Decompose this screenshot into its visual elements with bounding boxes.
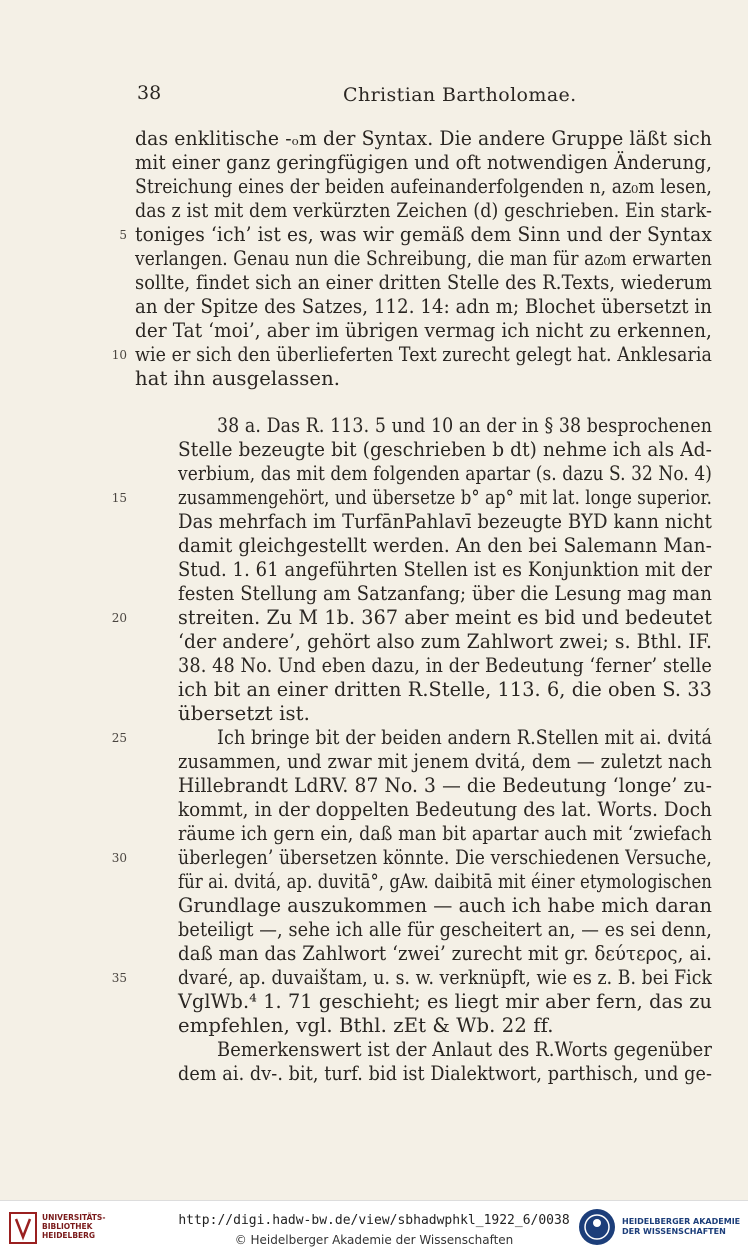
text-line: dem ai. dv-. bit, turf. bid ist Dialektwort, parthisch, und ge- <box>178 1062 712 1085</box>
text-line: übersetzt ist. <box>178 702 310 725</box>
text-line: Grundlage auszukommen — auch ich habe mich daran <box>178 894 712 917</box>
text-line: streiten. Zu M 1b. 367 aber meint es bid und bedeutet <box>178 606 712 629</box>
text-line: kommt, in der doppelten Bedeutung des lat. Worts. Doch <box>178 798 712 821</box>
text-line: verbium, das mit dem folgenden apartar (s. dazu S. 32 No. 4) <box>178 462 712 485</box>
text-line: 38 a. Das R. 113. 5 und 10 an der in § 38 besprochenen <box>217 414 712 437</box>
text-line: ich bit an einer dritten R.Stelle, 113. 6, die oben S. 33 <box>178 678 712 701</box>
text-line: VglWb.⁴ 1. 71 geschieht; es liegt mir aber fern, das zu <box>178 990 712 1013</box>
line-number: 5 <box>119 228 127 242</box>
text-line: zusammen, und zwar mit jenem dvitá, dem — zuletzt nach <box>178 750 712 773</box>
text-line: das enklitische -ₒm der Syntax. Die andere Gruppe läßt sich <box>135 127 712 150</box>
text-line: toniges ‘ich’ ist es, was wir gemäß dem Sinn und der Syntax <box>135 223 712 246</box>
permalink-url[interactable]: http://digi.hadw-bw.de/view/sbhadwphkl_1922_6/0038 <box>178 1213 570 1228</box>
text-line: Bemerkenswert ist der Anlaut des R.Worts gegenüber <box>217 1038 712 1061</box>
text-line: ‘der andere’, gehört also zum Zahlwort zwei; s. Bthl. IF. <box>178 630 712 653</box>
text-line: überlegen’ übersetzen könnte. Die verschiedenen Versuche, <box>178 846 712 869</box>
line-number: 10 <box>111 348 127 362</box>
line-number: 25 <box>111 731 127 745</box>
line-number: 20 <box>111 611 127 625</box>
running-head: Christian Bartholomae. <box>343 84 577 106</box>
text-line: Hillebrandt LdRV. 87 No. 3 — die Bedeutung ‘longe’ zu- <box>178 774 712 797</box>
line-number: 15 <box>111 491 127 505</box>
text-line: sollte, findet sich an einer dritten Stelle des R.Texts, wiederum <box>135 271 712 294</box>
library-label: UNIVERSITÄTS- BIBLIOTHEK HEIDELBERG <box>42 1213 106 1240</box>
text-line: der Tat ‘moi’, aber im übrigen vermag ich nicht zu erkennen, <box>135 319 712 342</box>
text-line: verlangen. Genau nun die Schreibung, die man für az₀m erwarten <box>135 247 712 270</box>
line-number: 30 <box>111 851 127 865</box>
academy-seal-icon <box>577 1207 617 1247</box>
text-line: hat ihn ausgelassen. <box>135 367 341 390</box>
text-line: damit gleichgestellt werden. An den bei Salemann Man- <box>178 534 712 557</box>
text-line: an der Spitze des Satzes, 112. 14: adn m; Blochet übersetzt in <box>135 295 712 318</box>
text-line: Stelle bezeugte bit (geschrieben b dt) nehme ich als Ad- <box>178 438 712 461</box>
viewer-footer <box>0 1200 748 1255</box>
academy-label: HEIDELBERGER AKADEMIE DER WISSENSCHAFTEN <box>622 1217 741 1236</box>
text-line: mit einer ganz geringfügigen und oft notwendigen Änderung, <box>135 151 712 174</box>
text-line: festen Stellung am Satzanfang; über die Lesung mag man <box>178 582 712 605</box>
text-line: beteiligt —, sehe ich alle für gescheitert an, — es sei denn, <box>178 918 712 941</box>
text-line: dvaré, ap. duvaištam, u. s. w. verknüpft, wie es z. B. bei Fick <box>178 966 712 989</box>
text-line: Das mehrfach im TurfānPahlavī bezeugte BYD kann nicht <box>178 510 712 533</box>
text-line: empfehlen, vgl. Bthl. zEt & Wb. 22 ff. <box>178 1014 554 1037</box>
text-line: das z ist mit dem verkürzten Zeichen (d) geschrieben. Ein stark- <box>135 199 712 222</box>
text-line: zusammengehört, und übersetze b° ap° mit lat. longe superior. <box>178 486 712 509</box>
text-line: Ich bringe bit der beiden andern R.Stellen mit ai. dvitá <box>217 726 712 749</box>
text-line: Stud. 1. 61 angeführten Stellen ist es Konjunktion mit der <box>178 558 712 581</box>
copyright-notice: © Heidelberger Akademie der Wissenschaften <box>234 1233 514 1247</box>
text-line: räume ich gern ein, daß man bit apartar auch mit ‘zwiefach <box>178 822 712 845</box>
text-line: wie er sich den überlieferten Text zurecht gelegt hat. Anklesaria <box>135 343 712 366</box>
line-number: 35 <box>111 971 127 985</box>
text-line: daß man das Zahlwort ‘zwei’ zurecht mit gr. δεύτερος, ai. <box>178 942 712 965</box>
text-line: Streichung eines der beiden aufeinanderfolgenden n, az₀m lesen, <box>135 175 712 198</box>
text-line: für ai. dvitá, ap. duvitā°, gAw. daibitā mit éiner etymologischen <box>178 870 712 893</box>
text-line: 38. 48 No. Und eben dazu, in der Bedeutung ‘ferner’ stelle <box>178 654 712 677</box>
page-number: 38 <box>137 82 162 104</box>
